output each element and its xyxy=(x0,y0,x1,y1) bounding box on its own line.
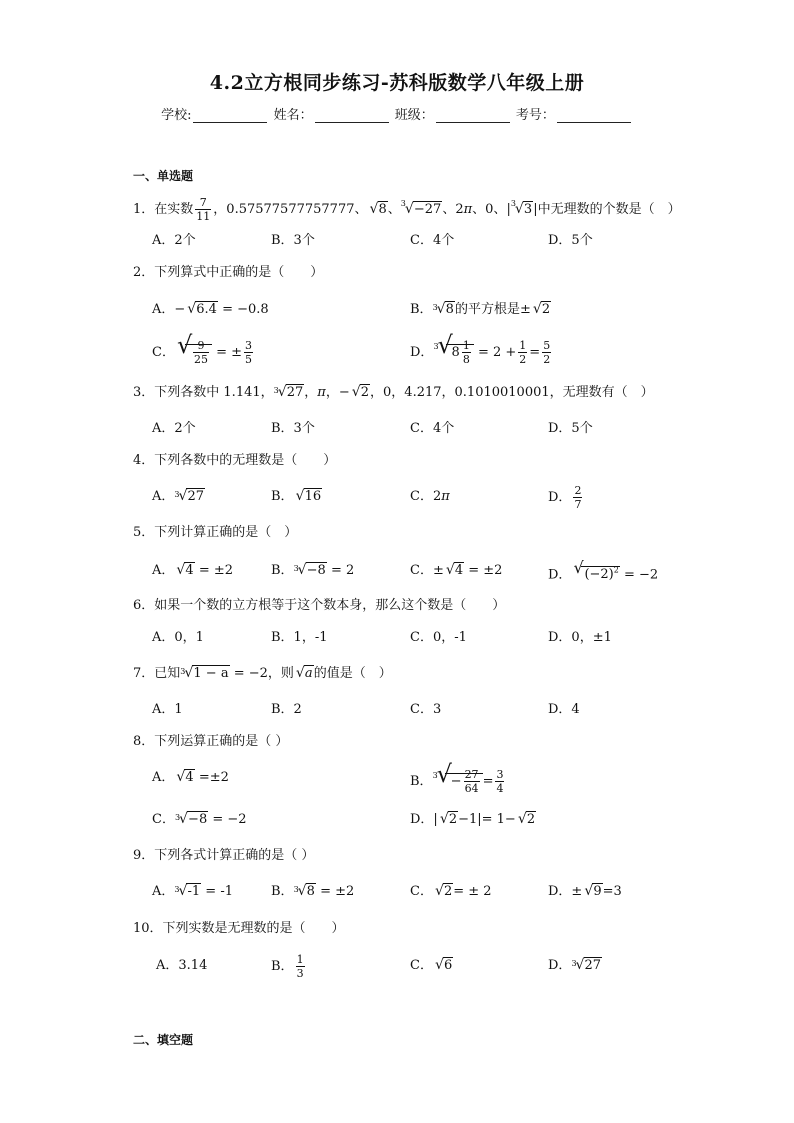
radical-sign: √ xyxy=(434,957,444,973)
radicand: 4 xyxy=(185,563,194,578)
question-text: ，0，4.217，0.1010010001，无理数有（ ） xyxy=(370,385,654,400)
denominator: 2 xyxy=(543,353,551,366)
denominator: 8 xyxy=(462,353,470,366)
question-number: 3． xyxy=(133,385,155,400)
option-b[interactable] xyxy=(271,953,307,980)
option-text: A． xyxy=(152,884,175,899)
option-text: A．− xyxy=(152,302,186,317)
numerator: 1 xyxy=(296,953,304,966)
cube-root xyxy=(405,200,442,220)
radical-sign: √ xyxy=(178,488,188,504)
fraction xyxy=(464,768,480,795)
question-number: 5． xyxy=(133,525,155,540)
option-text: = −2 xyxy=(212,812,247,827)
option-text: B． xyxy=(271,489,294,504)
radicand: 6 xyxy=(443,958,453,973)
fraction xyxy=(542,339,551,366)
option-a[interactable]: A．0，1 xyxy=(152,630,204,645)
option-c[interactable]: C．0，-1 xyxy=(410,630,467,645)
question-8 xyxy=(133,732,288,752)
option-text: = 2 + xyxy=(477,345,517,360)
question-text: 下列算式中正确的是（ ） xyxy=(154,265,324,280)
question-text: 在实数 xyxy=(154,202,194,217)
cube-root xyxy=(436,760,483,795)
question-text: 已知 xyxy=(154,666,181,681)
question-number: 2． xyxy=(133,265,155,280)
question-number: 9． xyxy=(133,848,155,863)
question-1 xyxy=(133,196,681,223)
radical-sign: √ xyxy=(404,201,414,217)
denominator: 64 xyxy=(464,782,479,795)
option-text: = 2 xyxy=(330,563,355,578)
option-text: = -1 xyxy=(205,884,233,899)
fraction xyxy=(195,196,211,223)
radicand: 27 xyxy=(584,958,602,973)
radical-sign: √ xyxy=(439,811,449,827)
cube-root-index: 3 xyxy=(174,885,180,894)
denominator: 11 xyxy=(196,210,211,223)
fraction xyxy=(518,339,527,366)
radical-sign: √ xyxy=(517,811,527,827)
radicand: 2 xyxy=(526,812,536,827)
option-c[interactable] xyxy=(152,810,247,830)
cube-root-index: 3 xyxy=(174,813,181,822)
option-a[interactable] xyxy=(156,956,207,976)
square-root xyxy=(446,561,464,581)
class-blank[interactable] xyxy=(436,108,510,123)
option-c[interactable] xyxy=(410,956,453,976)
square-root xyxy=(440,810,458,830)
option-d[interactable] xyxy=(548,558,659,585)
question-text: 中无理数的个数是（ ） xyxy=(537,202,681,217)
radicand: 4 xyxy=(185,770,194,785)
numerator: 1 xyxy=(519,339,527,352)
question-number: 8． xyxy=(133,734,155,749)
denominator: 4 xyxy=(496,782,504,795)
question-text: 下列实数是无理数的是（ ） xyxy=(162,921,345,936)
radical-sign: √ xyxy=(297,883,307,899)
question-5 xyxy=(133,523,297,543)
question-text: ，0.57577577757777、 xyxy=(213,202,368,217)
option-text: = −0.8 xyxy=(222,302,269,317)
option-text: C． xyxy=(152,812,175,827)
option-c[interactable] xyxy=(410,561,502,581)
radical-sign: √ xyxy=(277,384,287,400)
cube-root-index: 3 xyxy=(400,199,406,208)
fraction xyxy=(244,339,253,366)
question-text: 下列计算正确的是（ ） xyxy=(154,525,298,540)
option-d[interactable]: D．5个 xyxy=(548,233,593,248)
option-b[interactable] xyxy=(410,760,506,795)
cube-root-index: 3 xyxy=(432,771,438,780)
option-text: =3 xyxy=(602,884,622,899)
option-text: =±2 xyxy=(198,770,229,785)
option-d[interactable] xyxy=(548,882,622,902)
radical-sign: √ xyxy=(178,883,188,899)
question-3 xyxy=(133,383,654,403)
option-text: = xyxy=(482,774,494,789)
option-d[interactable] xyxy=(548,956,602,976)
square-root xyxy=(370,200,388,220)
option-text: A． xyxy=(152,770,175,785)
cube-root-index: 3 xyxy=(180,667,186,676)
question-7 xyxy=(133,664,392,684)
option-text: A．3.14 xyxy=(156,958,208,973)
question-text: 的值是（ ） xyxy=(313,666,392,681)
fraction xyxy=(495,768,504,795)
radical-sign: √ xyxy=(184,665,194,681)
question-text: = −2，则 xyxy=(233,666,294,681)
option-text: D． xyxy=(410,345,434,360)
numerator: 3 xyxy=(496,768,504,781)
option-text: = ± xyxy=(216,345,243,360)
question-number: 10． xyxy=(133,921,163,936)
question-text: 、 xyxy=(387,202,401,217)
radicand: 8 xyxy=(445,302,454,317)
name-blank[interactable] xyxy=(315,108,389,123)
option-text: B． xyxy=(271,563,294,578)
option-b[interactable]: B．1，-1 xyxy=(271,630,328,645)
denominator: 7 xyxy=(574,498,582,511)
option-d[interactable] xyxy=(410,331,553,366)
cube-root xyxy=(278,383,305,403)
option-d[interactable]: D．4 xyxy=(548,702,580,717)
option-text: C． xyxy=(152,345,175,360)
question-number: 4． xyxy=(133,453,155,468)
square-root xyxy=(518,810,536,830)
question-text: 如果一个数的立方根等于这个数本身，那么这个数是（ ） xyxy=(154,598,506,613)
option-text: = xyxy=(529,345,541,360)
square-root xyxy=(296,487,323,507)
option-text: B． xyxy=(410,302,433,317)
cube-root-index: 3 xyxy=(432,303,438,312)
cube-root-index: 3 xyxy=(510,199,516,208)
radical-sign: √ xyxy=(295,665,305,681)
numerator: 9 xyxy=(193,339,209,353)
option-text: D． xyxy=(548,567,572,583)
denominator: 25 xyxy=(193,353,208,366)
radical-sign: √ xyxy=(434,883,444,899)
option-c[interactable] xyxy=(410,882,492,902)
radicand: 16 xyxy=(304,489,322,504)
document-title: 4.2立方根同步练习-苏科版数学八年级上册 xyxy=(209,72,585,94)
question-2 xyxy=(133,263,323,283)
option-b[interactable] xyxy=(271,882,354,902)
radicand: 1 − a xyxy=(193,666,229,681)
fraction xyxy=(462,339,471,366)
option-text: C．± xyxy=(410,563,444,578)
option-text: D． xyxy=(548,958,572,973)
option-a[interactable] xyxy=(152,561,233,581)
option-a[interactable] xyxy=(152,300,269,320)
denominator: 3 xyxy=(296,967,304,980)
square-root xyxy=(435,956,453,976)
class-label: 班级： xyxy=(394,108,434,123)
cube-root-index: 3 xyxy=(433,342,439,351)
radicand: − xyxy=(450,774,462,789)
question-9 xyxy=(133,846,314,866)
denominator: 2 xyxy=(519,353,527,366)
fraction xyxy=(573,484,582,511)
cube-root xyxy=(437,300,455,320)
radicand: 27 xyxy=(187,489,205,504)
square-root xyxy=(296,664,314,684)
option-text: −1|= 1− xyxy=(458,812,516,827)
radical-sign: √ xyxy=(436,760,452,788)
question-6 xyxy=(133,596,505,616)
radical-sign: √ xyxy=(445,562,455,578)
numerator: 3 xyxy=(245,339,253,352)
square-root xyxy=(352,383,370,403)
option-text: = ± 2 xyxy=(453,884,492,899)
option-text: C． xyxy=(410,884,433,899)
option-text: = ±2 xyxy=(468,563,503,578)
question-4 xyxy=(133,451,336,471)
option-text: B． xyxy=(271,959,294,974)
option-a[interactable] xyxy=(152,882,233,902)
question-10 xyxy=(133,919,345,939)
exam-no-label: 考号： xyxy=(515,108,555,123)
radicand: -1 xyxy=(187,884,201,899)
pi-symbol: π xyxy=(441,489,450,504)
question-text: 下列运算正确的是（ ） xyxy=(154,734,289,749)
radical-sign: √ xyxy=(532,301,542,317)
square-root xyxy=(573,558,619,585)
cube-root xyxy=(179,810,208,830)
denominator: 5 xyxy=(245,353,253,366)
option-b[interactable] xyxy=(410,300,551,320)
cube-root-index: 3 xyxy=(174,490,180,499)
option-a[interactable]: A．1 xyxy=(152,702,183,717)
option-text: D．| xyxy=(410,812,438,827)
radical-sign: √ xyxy=(176,331,193,359)
option-d[interactable] xyxy=(548,484,584,511)
radicand: 27 xyxy=(286,385,304,400)
option-d[interactable] xyxy=(410,810,536,830)
radicand: 2 xyxy=(443,884,453,899)
question-number: 7． xyxy=(133,666,155,681)
question-number: 1． xyxy=(133,202,155,217)
option-b[interactable]: B．2 xyxy=(271,702,302,717)
square-root xyxy=(176,768,194,788)
option-c[interactable]: C．4个 xyxy=(410,421,455,436)
exponent: 2 xyxy=(613,566,619,575)
option-b[interactable] xyxy=(271,487,322,507)
section-heading-single-choice: 一、单选题 xyxy=(133,169,194,183)
option-d[interactable]: D．5个 xyxy=(548,421,593,436)
radicand: 8 xyxy=(378,202,387,217)
radical-sign: √ xyxy=(573,558,584,577)
radical-sign: √ xyxy=(295,488,305,504)
radicand: 8 xyxy=(451,345,460,360)
radicand: −8 xyxy=(188,812,208,827)
square-root xyxy=(584,882,602,902)
student-info-line xyxy=(0,104,794,123)
section-heading-fill-in: 二、填空题 xyxy=(133,1033,194,1047)
option-b[interactable]: B．3个 xyxy=(271,233,315,248)
option-b[interactable] xyxy=(271,561,354,581)
option-a[interactable] xyxy=(152,768,229,788)
option-b[interactable]: B．3个 xyxy=(271,421,315,436)
exam-no-blank[interactable] xyxy=(557,108,631,123)
numerator: 27 xyxy=(464,768,479,781)
radicand: 9 xyxy=(593,884,602,899)
option-text: D．± xyxy=(548,884,583,899)
radicand: 3 xyxy=(523,202,533,217)
radical-sign: √ xyxy=(176,562,186,578)
question-text: 、0、 xyxy=(472,202,507,217)
radicand: a xyxy=(304,666,313,681)
option-text: B． xyxy=(271,884,294,899)
option-a[interactable]: A．2个 xyxy=(152,233,196,248)
radical-sign: √ xyxy=(176,769,186,785)
option-text: D． xyxy=(548,490,572,505)
option-text: C．2 xyxy=(410,489,442,504)
question-text: ，− xyxy=(325,385,350,400)
radical-sign: √ xyxy=(514,201,524,217)
radical-sign: √ xyxy=(437,331,453,359)
pi-symbol: π xyxy=(317,385,326,400)
option-a[interactable] xyxy=(152,487,205,507)
option-text: A． xyxy=(152,563,175,578)
cube-root xyxy=(515,200,533,220)
school-blank[interactable] xyxy=(193,108,267,123)
name-label: 姓名： xyxy=(273,108,313,123)
option-text: 的平方根是± xyxy=(454,302,531,317)
question-text: 、2 xyxy=(442,202,464,217)
cube-root xyxy=(178,882,201,902)
cube-root xyxy=(298,561,327,581)
option-text: C． xyxy=(410,958,433,973)
square-root xyxy=(533,300,551,320)
fraction xyxy=(193,339,209,366)
radical-sign: √ xyxy=(187,301,197,317)
option-text: B． xyxy=(410,774,433,789)
radicand: 2 xyxy=(448,812,458,827)
cube-root xyxy=(576,956,603,976)
option-c[interactable] xyxy=(410,487,450,507)
square-root xyxy=(176,331,212,366)
option-text: = ±2 xyxy=(320,884,355,899)
radical-sign: √ xyxy=(369,201,379,217)
radicand: 6.4 xyxy=(196,302,217,317)
numerator: 1 xyxy=(462,339,470,352)
radicand: 8 xyxy=(306,884,315,899)
question-text: 下列各数中的无理数是（ ） xyxy=(154,453,337,468)
numerator: 2 xyxy=(574,484,582,497)
square-root xyxy=(187,300,218,320)
question-text: 下列各式计算正确的是（ ） xyxy=(154,848,315,863)
cube-root-index: 3 xyxy=(571,959,577,968)
question-number: 6． xyxy=(133,598,155,613)
radical-sign: √ xyxy=(179,811,188,827)
cube-root-index: 3 xyxy=(293,564,299,573)
numerator: 7 xyxy=(195,196,211,210)
radical-sign: √ xyxy=(584,883,594,899)
option-text: = −2 xyxy=(623,567,659,583)
absolute-value: $|^3$ √ 3| xyxy=(506,202,537,217)
option-c[interactable] xyxy=(152,331,255,366)
radicand: 2 xyxy=(541,302,551,317)
school-label: 学校: xyxy=(161,108,192,123)
square-root xyxy=(176,561,194,581)
fraction xyxy=(296,953,305,980)
radical-sign: √ xyxy=(297,562,307,578)
radicand: −27 xyxy=(413,202,442,217)
cube-root xyxy=(437,331,474,366)
cube-root-index: 3 xyxy=(293,885,299,894)
question-text: 下列各数中 1.141， xyxy=(154,385,274,400)
numerator: 5 xyxy=(543,339,551,352)
radicand: (−2) xyxy=(584,567,614,583)
question-text: ， xyxy=(304,385,318,400)
radicand: −8 xyxy=(306,563,326,578)
pi-symbol: π xyxy=(463,202,473,217)
option-c[interactable]: C．4个 xyxy=(410,233,455,248)
option-a[interactable]: A．2个 xyxy=(152,421,196,436)
cube-root xyxy=(298,882,316,902)
option-text: = ±2 xyxy=(198,563,234,578)
option-c[interactable]: C．3 xyxy=(410,702,442,717)
radical-sign: √ xyxy=(575,957,585,973)
radicand: 2 xyxy=(360,385,370,400)
radical-sign: √ xyxy=(436,301,446,317)
cube-root-index: 3 xyxy=(273,386,279,395)
radical-sign: √ xyxy=(351,384,361,400)
cube-root xyxy=(184,664,229,684)
option-d[interactable]: D．0，±1 xyxy=(548,630,612,645)
option-text: A． xyxy=(152,489,175,504)
square-root xyxy=(435,882,453,902)
cube-root xyxy=(178,487,205,507)
radicand: 4 xyxy=(454,563,464,578)
